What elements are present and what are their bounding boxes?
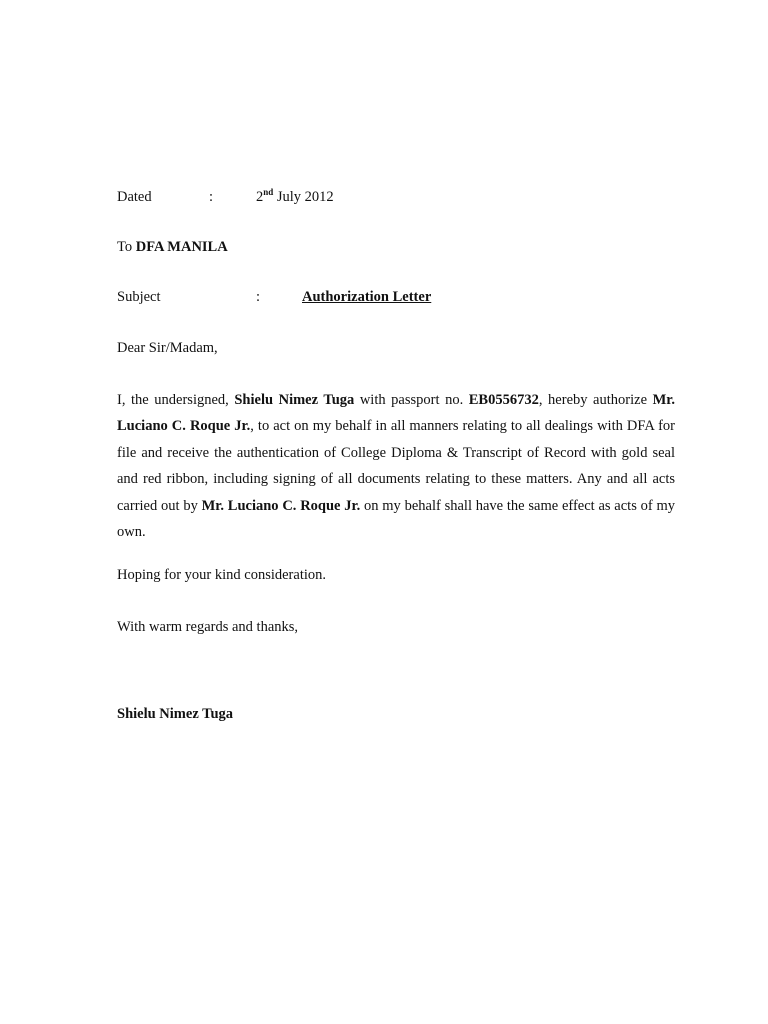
signature-name: Shielu Nimez Tuga bbox=[117, 706, 234, 722]
recipient-line bbox=[117, 237, 228, 257]
salutation: Dear Sir/Madam, bbox=[117, 340, 218, 356]
body-text-1: I, the undersigned, bbox=[117, 392, 235, 408]
recipient-name: DFA MANILA bbox=[135, 239, 228, 255]
dated-month-year: July 2012 bbox=[273, 189, 334, 205]
body-text-4: , to act on my behalf in all manners relating to all dealings with DFA for file and receive the authentication of College Diploma & Transcript of Record with gold seal and red ribbon, including signing of all documents relating to these matters. Any and all acts carried out by bbox=[117, 418, 675, 514]
closing-line-2: With warm regards and thanks, bbox=[117, 619, 299, 635]
passport-number: EB0556732 bbox=[468, 392, 539, 408]
closing-line-1: Hoping for your kind consideration. bbox=[117, 567, 327, 583]
dated-suffix: nd bbox=[263, 187, 274, 197]
dated-value bbox=[256, 187, 334, 208]
agent-name-1: Mr. Luciano C. Roque Jr. bbox=[117, 392, 675, 435]
body-text-3: , hereby authorize bbox=[538, 392, 653, 408]
body-text-2: with passport no. bbox=[354, 392, 469, 408]
subject-value: Authorization Letter bbox=[302, 289, 432, 305]
dated-day: 2 bbox=[256, 189, 264, 205]
dated-colon: : bbox=[209, 189, 214, 205]
grantor-name: Shielu Nimez Tuga bbox=[234, 392, 355, 408]
dated-label: Dated bbox=[117, 189, 152, 205]
subject-colon: : bbox=[256, 289, 261, 305]
agent-name-2: Mr. Luciano C. Roque Jr. bbox=[201, 497, 361, 514]
body-paragraph bbox=[117, 387, 675, 545]
recipient-prefix: To bbox=[117, 239, 136, 255]
body-text-5: on my behalf shall have the same effect as acts of my own. bbox=[117, 497, 675, 541]
subject-label: Subject bbox=[117, 289, 161, 305]
